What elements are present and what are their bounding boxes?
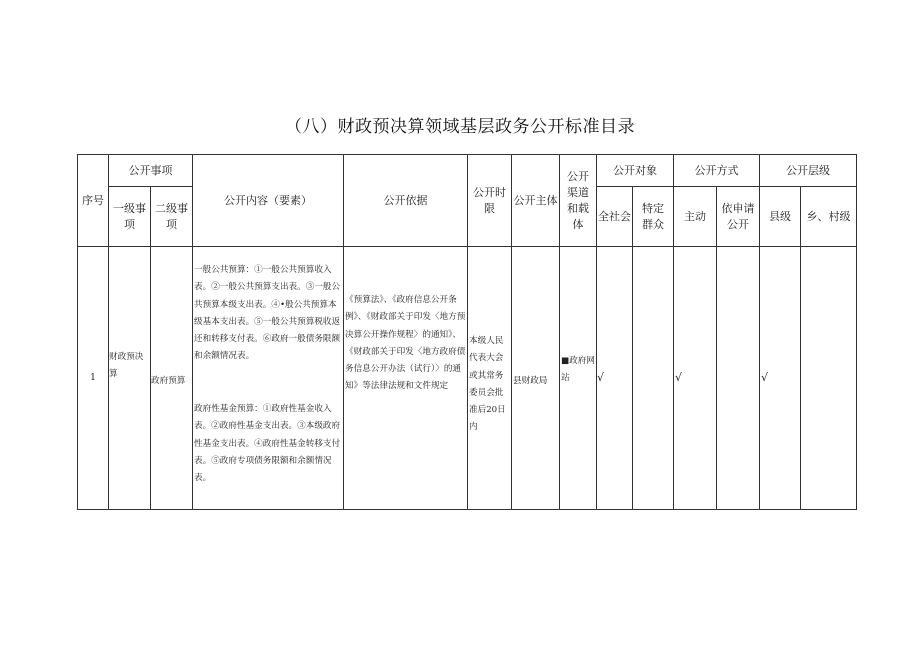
header-level-county: 县级 bbox=[769, 209, 791, 223]
header-public-item: 公开事项 bbox=[128, 163, 173, 177]
header-target-specific: 特定群众 bbox=[642, 201, 664, 231]
header-method-apply: 依申请公开 bbox=[721, 201, 755, 231]
header-seq: 序号 bbox=[82, 193, 104, 207]
catalog-table bbox=[77, 154, 857, 510]
row-content-general: 一般公共预算：①一般公共预算收入表。②一般公共预算支出表。③一般公共预算本级支出表。④•般公共预算本级基本支出表。⑤一般公共预算税收返还和转移支付表。⑥政府一般债务限额和余额情况表。 bbox=[194, 265, 341, 362]
row-level2: 政府预算 bbox=[151, 376, 186, 386]
row-subject: 县财政局 bbox=[513, 376, 548, 386]
row-timeline: 本级人民代表大会或其常务委员会批准后20日内 bbox=[469, 336, 506, 433]
header-subject: 公开主体 bbox=[513, 193, 558, 207]
row-basis: 《预算法》、《政府信息公开条例》、《财政部关于印发〈地方预决算公开操作规程〉的通知》、《财政部关于印发〈地方政府债务信息公开办法（试行）〉的通知》等法律法规和文件规定 bbox=[345, 295, 466, 392]
row-channel: ■政府网站 bbox=[561, 356, 595, 384]
row-level-county-check: √ bbox=[761, 371, 769, 384]
row-method-active-check: √ bbox=[675, 371, 683, 384]
header-level: 公开层级 bbox=[786, 163, 830, 177]
row-content-fund: 政府性基金预算：①政府性基金收入表。②政府性基金支出表。③本级政府性基金支出表。④政府性基金转移支付表。⑤政府专项债务限额和余额情况表。 bbox=[194, 404, 341, 484]
row-level1: 财政预决算 bbox=[109, 352, 144, 380]
header-content: 公开内容（要素） bbox=[224, 193, 312, 207]
header-target-all: 全社会 bbox=[598, 209, 631, 223]
header-timeline: 公开时限 bbox=[473, 185, 506, 215]
header-level1: 一级事项 bbox=[113, 201, 146, 231]
row-seq: 1 bbox=[90, 373, 96, 383]
table-border-right bbox=[856, 154, 857, 510]
header-level-village: 乡、村级 bbox=[806, 209, 851, 223]
row-target-all-check: √ bbox=[597, 371, 605, 384]
header-basis: 公开依据 bbox=[383, 193, 428, 207]
header-method-active: 主动 bbox=[684, 209, 706, 223]
header-method: 公开方式 bbox=[694, 163, 739, 177]
page-title: （八）财政预决算领域基层政务公开标准目录 bbox=[285, 117, 635, 137]
header-channel: 公开渠道和载体 bbox=[567, 169, 589, 231]
header-target: 公开对象 bbox=[613, 163, 657, 177]
header-level2: 二级事项 bbox=[155, 201, 188, 231]
